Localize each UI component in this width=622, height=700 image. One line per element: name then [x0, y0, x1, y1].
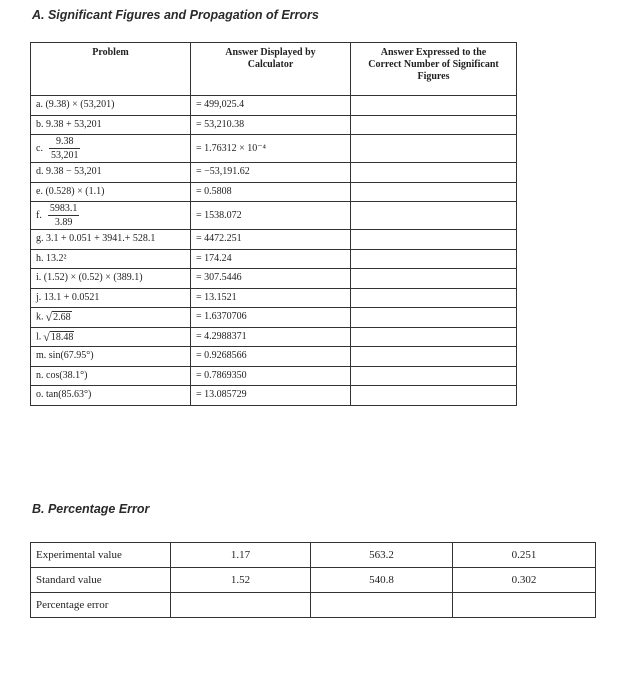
problem-cell [31, 269, 191, 289]
problem-text: 13.2² [46, 252, 67, 264]
header-correct-answer: Answer Expressed to the Correct Number of Significant Figures [351, 43, 517, 96]
header-calculator-answer: Answer Displayed by Calculator [191, 43, 351, 96]
denominator: 3.89 [54, 217, 73, 228]
correct-answer-cell[interactable] [351, 202, 517, 230]
problem-cell [31, 386, 191, 406]
calculator-answer: = 53,210.38 [191, 115, 351, 135]
problem-cell [31, 182, 191, 202]
correct-answer-cell[interactable] [351, 327, 517, 347]
numerator: 9.38 [49, 136, 81, 149]
problem-text: 9.38 − 53,201 [46, 166, 102, 178]
calculator-answer: = 0.5808 [191, 182, 351, 202]
calculator-answer: = 4472.251 [191, 230, 351, 250]
section-b-title: B. Percentage Error [32, 502, 150, 516]
value-cell: 563.2 [311, 543, 453, 568]
row-label: i. [36, 272, 42, 284]
problem-cell [31, 135, 191, 163]
square-root-icon: √ [45, 310, 53, 325]
radicand: 2.68 [53, 312, 71, 324]
table-row [31, 163, 517, 183]
correct-answer-cell[interactable] [351, 230, 517, 250]
table-row [31, 115, 517, 135]
correct-answer-cell[interactable] [351, 366, 517, 386]
calculator-answer: = 1.6370706 [191, 308, 351, 328]
row-label: m. [36, 350, 47, 362]
correct-answer-cell[interactable] [351, 115, 517, 135]
standard-row [31, 568, 596, 593]
row-label: k. [36, 311, 44, 323]
problem-cell [31, 163, 191, 183]
correct-answer-cell[interactable] [351, 308, 517, 328]
row-label: f. [36, 209, 42, 221]
experimental-row [31, 543, 596, 568]
calculator-answer: = 0.9268566 [191, 347, 351, 367]
calculator-answer: = 1538.072 [191, 202, 351, 230]
fraction [48, 203, 80, 228]
row-label: Percentage error [31, 593, 171, 618]
row-label: l. [36, 330, 42, 342]
table-header-row [31, 43, 517, 96]
value-cell: 540.8 [311, 568, 453, 593]
problem-text: tan(85.63°) [46, 389, 92, 401]
problem-cell [31, 202, 191, 230]
calculator-answer: = 0.7869350 [191, 366, 351, 386]
correct-answer-cell[interactable] [351, 96, 517, 116]
problem-cell [31, 327, 191, 347]
table-row [31, 202, 517, 230]
row-label: d. [36, 166, 44, 178]
percentage-error-row [31, 593, 596, 618]
calculator-answer: = 13.085729 [191, 386, 351, 406]
problem-text: (1.52) × (0.52) × (389.1) [43, 272, 143, 284]
row-label: j. [36, 291, 42, 303]
row-label: h. [36, 252, 44, 264]
problem-cell [31, 96, 191, 116]
calculator-answer: = 307.5446 [191, 269, 351, 289]
problem-text: 3.1 + 0.051 + 3941.+ 528.1 [46, 233, 156, 245]
correct-answer-cell[interactable] [351, 135, 517, 163]
denominator: 53,201 [50, 150, 79, 161]
problem-text: cos(38.1°) [46, 369, 88, 381]
square-root-icon: √ [43, 329, 50, 344]
table-row [31, 366, 517, 386]
calculator-answer: = −53,191.62 [191, 163, 351, 183]
correct-answer-cell[interactable] [351, 269, 517, 289]
value-cell: 1.17 [171, 543, 311, 568]
row-label: Experimental value [31, 543, 171, 568]
problem-text: (0.528) × (1.1) [45, 185, 105, 197]
calculator-answer: = 13.1521 [191, 288, 351, 308]
row-label: n. [36, 369, 44, 381]
correct-answer-cell[interactable] [351, 182, 517, 202]
row-label: e. [36, 185, 43, 197]
row-label: b. [36, 118, 44, 130]
calculator-answer: = 499,025.4 [191, 96, 351, 116]
value-cell: 1.52 [171, 568, 311, 593]
table-row [31, 96, 517, 116]
table-row [31, 135, 517, 163]
calculator-answer: = 174.24 [191, 249, 351, 269]
calculator-answer: = 4.2988371 [191, 327, 351, 347]
table-row [31, 182, 517, 202]
value-cell: 0.251 [453, 543, 596, 568]
problem-cell [31, 115, 191, 135]
correct-answer-cell[interactable] [351, 347, 517, 367]
row-label: Standard value [31, 568, 171, 593]
problem-text: sin(67.95°) [48, 350, 94, 362]
row-label: c. [36, 142, 43, 154]
percentage-error-cell[interactable] [453, 593, 596, 618]
table-row [31, 288, 517, 308]
problem-text: (9.38) × (53,201) [45, 99, 115, 111]
value-cell: 0.302 [453, 568, 596, 593]
row-label: o. [36, 389, 44, 401]
problem-cell [31, 347, 191, 367]
fraction [49, 136, 81, 161]
table-row [31, 386, 517, 406]
table-row [31, 327, 517, 347]
table-row [31, 308, 517, 328]
calculator-answer: = 1.76312 × 10⁻⁴ [191, 135, 351, 163]
significant-figures-table [30, 42, 517, 406]
problem-cell [31, 230, 191, 250]
problem-text: 9.38 + 53,201 [46, 118, 102, 130]
radicand: 18.48 [50, 331, 74, 343]
percentage-error-table [30, 542, 596, 618]
problem-cell [31, 308, 191, 328]
section-a-title: A. Significant Figures and Propagation of Errors [32, 8, 319, 22]
problem-cell [31, 249, 191, 269]
table-row [31, 230, 517, 250]
numerator: 5983.1 [49, 203, 78, 214]
row-label: g. [36, 233, 44, 245]
row-label: a. [36, 99, 43, 111]
table-row [31, 249, 517, 269]
table-row [31, 347, 517, 367]
header-problem: Problem [31, 43, 191, 96]
table-row [31, 269, 517, 289]
percentage-error-cell[interactable] [311, 593, 453, 618]
problem-cell [31, 288, 191, 308]
problem-text: 13.1 + 0.0521 [43, 291, 100, 303]
correct-answer-cell[interactable] [351, 288, 517, 308]
percentage-error-cell[interactable] [171, 593, 311, 618]
correct-answer-cell[interactable] [351, 249, 517, 269]
correct-answer-cell[interactable] [351, 386, 517, 406]
correct-answer-cell[interactable] [351, 163, 517, 183]
problem-cell [31, 366, 191, 386]
